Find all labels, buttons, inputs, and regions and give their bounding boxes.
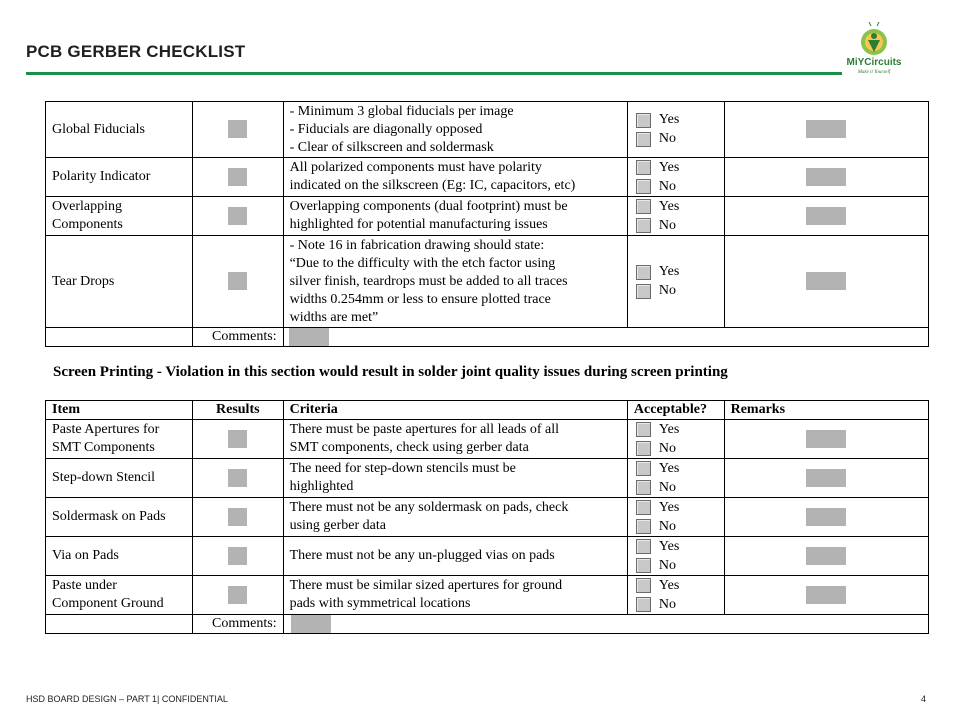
yes-label: Yes — [658, 577, 680, 593]
criteria-line: - Note 16 in fabrication drawing should state: — [289, 237, 545, 253]
table-row — [46, 158, 929, 197]
header-criteria: Criteria — [283, 401, 627, 420]
item-cell: Global Fiducials — [46, 102, 193, 158]
yes-checkbox[interactable] — [636, 500, 651, 515]
yes-label: Yes — [658, 112, 680, 127]
item-line: Paste under — [52, 578, 117, 593]
acceptable-cell — [627, 236, 724, 328]
table-row — [46, 459, 929, 498]
remarks-cell — [724, 197, 928, 236]
result-field[interactable] — [228, 272, 247, 290]
results-cell — [192, 498, 283, 537]
results-cell — [192, 236, 283, 328]
result-field[interactable] — [228, 120, 247, 138]
no-label: No — [658, 178, 677, 194]
remarks-cell — [724, 498, 928, 537]
remarks-field[interactable] — [806, 168, 846, 186]
criteria-line: All polarized components must have polarity — [289, 160, 542, 175]
criteria-line: There must not be any soldermask on pads, check — [289, 500, 569, 515]
criteria-line: - Clear of silkscreen and soldermask — [289, 139, 494, 155]
result-field[interactable] — [228, 469, 247, 487]
remarks-cell — [724, 236, 928, 328]
item-cell — [46, 576, 193, 615]
yes-checkbox[interactable] — [636, 199, 651, 214]
result-field[interactable] — [228, 586, 247, 604]
result-field[interactable] — [228, 207, 247, 225]
acceptable-cell — [627, 576, 724, 615]
table-row — [46, 197, 929, 236]
item-line: Paste Apertures for — [52, 422, 160, 437]
yes-label: Yes — [658, 264, 680, 279]
comments-label: Comments: — [192, 615, 283, 634]
table-row — [46, 236, 929, 328]
comments-cell — [283, 328, 928, 347]
acceptable-cell — [627, 498, 724, 537]
criteria-line: - Minimum 3 global fiducials per image — [289, 103, 514, 119]
results-cell — [192, 102, 283, 158]
yes-checkbox[interactable] — [636, 578, 651, 593]
item-cell: Tear Drops — [46, 236, 193, 328]
page-number: 4 — [921, 694, 927, 704]
comments-cell — [283, 615, 928, 634]
criteria-line: Overlapping components (dual footprint) must be — [289, 199, 568, 214]
header-item: Item — [46, 401, 193, 420]
item-cell: Step-down Stencil — [46, 459, 193, 498]
logo-text: MiYCircuits — [846, 57, 902, 68]
remarks-cell — [724, 537, 928, 576]
empty-cell — [46, 615, 193, 634]
yes-label: Yes — [658, 159, 680, 175]
no-checkbox[interactable] — [636, 519, 651, 534]
no-label: No — [658, 557, 677, 573]
header-remarks: Remarks — [724, 401, 928, 420]
remarks-field[interactable] — [806, 469, 846, 487]
yes-checkbox[interactable] — [636, 461, 651, 476]
remarks-field[interactable] — [806, 430, 846, 448]
result-field[interactable] — [228, 547, 247, 565]
criteria-line: There must be paste apertures for all leads of all — [289, 422, 559, 437]
yes-label: Yes — [658, 198, 680, 214]
results-cell — [192, 459, 283, 498]
results-cell — [192, 197, 283, 236]
yes-checkbox[interactable] — [636, 539, 651, 554]
item-cell: Via on Pads — [46, 537, 193, 576]
results-cell — [192, 537, 283, 576]
comments-field[interactable] — [291, 615, 331, 633]
no-label: No — [658, 518, 677, 534]
acceptable-cell — [627, 102, 724, 158]
item-cell — [46, 420, 193, 459]
yes-label: Yes — [658, 538, 680, 554]
item-line: SMT Components — [52, 440, 155, 455]
item-line: Component Ground — [52, 596, 164, 611]
results-cell — [192, 420, 283, 459]
company-logo — [843, 22, 905, 78]
remarks-field[interactable] — [806, 272, 846, 290]
criteria-cell — [283, 537, 627, 576]
item-cell — [46, 197, 193, 236]
criteria-cell — [283, 158, 627, 197]
yes-checkbox[interactable] — [636, 160, 651, 175]
no-checkbox[interactable] — [636, 179, 651, 194]
acceptable-cell — [627, 459, 724, 498]
table-row — [46, 576, 929, 615]
item-cell: Polarity Indicator — [46, 158, 193, 197]
acceptable-cell — [627, 537, 724, 576]
title-divider — [26, 72, 842, 75]
no-label: No — [658, 596, 677, 612]
criteria-line: The need for step-down stencils must be — [289, 461, 516, 476]
no-checkbox[interactable] — [636, 132, 651, 147]
table-row — [46, 102, 929, 158]
comments-label: Comments: — [192, 328, 283, 347]
remarks-cell — [724, 158, 928, 197]
criteria-line: indicated on the silkscreen (Eg: IC, capacitors, etc) — [289, 178, 576, 193]
remarks-cell — [724, 420, 928, 459]
criteria-line: pads with symmetrical locations — [289, 596, 471, 611]
criteria-line: There must not be any un-plugged vias on pads — [289, 548, 555, 563]
criteria-line: - Fiducials are diagonally opposed — [289, 121, 483, 137]
criteria-line: using gerber data — [289, 518, 387, 533]
logo-figure-icon — [843, 22, 905, 58]
criteria-line: SMT components, check using gerber data — [289, 440, 529, 455]
no-checkbox[interactable] — [636, 218, 651, 233]
logo-tagline: Make it Yourself — [857, 70, 891, 75]
header-acceptable: Acceptable? — [627, 401, 724, 420]
no-checkbox[interactable] — [636, 597, 651, 612]
footer-text: HSD BOARD DESIGN – PART 1| CONFIDENTIAL — [26, 694, 228, 704]
remarks-field[interactable] — [806, 207, 846, 225]
result-field[interactable] — [228, 168, 247, 186]
table-row — [46, 498, 929, 537]
header-results: Results — [192, 401, 283, 420]
page-title: PCB GERBER CHECKLIST — [26, 42, 246, 61]
remarks-cell — [724, 102, 928, 158]
comments-row — [46, 328, 929, 347]
item-cell: Soldermask on Pads — [46, 498, 193, 537]
results-cell — [192, 158, 283, 197]
criteria-cell — [283, 197, 627, 236]
checklist-table-design — [45, 101, 929, 347]
criteria-line: widths are met” — [289, 309, 379, 325]
criteria-line: widths 0.254mm or less to ensure plotted trace — [289, 291, 551, 307]
criteria-line: “Due to the difficulty with the etch factor using — [289, 255, 556, 271]
yes-checkbox[interactable] — [636, 265, 651, 280]
empty-cell — [46, 328, 193, 347]
acceptable-cell — [627, 420, 724, 459]
yes-checkbox[interactable] — [636, 422, 651, 437]
criteria-line: highlighted — [289, 479, 354, 494]
yes-label: Yes — [658, 499, 680, 515]
criteria-cell — [283, 459, 627, 498]
remarks-field[interactable] — [806, 508, 846, 526]
no-label: No — [658, 217, 677, 233]
checklist-table-screen-printing — [45, 400, 929, 634]
no-label: No — [658, 440, 677, 456]
no-checkbox[interactable] — [636, 284, 651, 299]
results-cell — [192, 576, 283, 615]
no-label: No — [658, 479, 677, 495]
remarks-cell — [724, 459, 928, 498]
criteria-line: silver finish, teardrops must be added to all traces — [289, 273, 568, 289]
no-label: No — [658, 283, 677, 298]
criteria-line: There must be similar sized apertures for ground — [289, 578, 563, 593]
criteria-cell — [283, 236, 627, 328]
result-field[interactable] — [228, 430, 247, 448]
criteria-cell — [283, 498, 627, 537]
criteria-line: highlighted for potential manufacturing issues — [289, 217, 548, 232]
table-row — [46, 420, 929, 459]
comments-field[interactable] — [289, 328, 329, 346]
comments-row — [46, 615, 929, 634]
yes-label: Yes — [658, 460, 680, 476]
no-checkbox[interactable] — [636, 480, 651, 495]
remarks-cell — [724, 576, 928, 615]
table-header-row — [46, 401, 929, 420]
table-row — [46, 537, 929, 576]
acceptable-cell — [627, 158, 724, 197]
yes-label: Yes — [658, 421, 680, 437]
section-title: Screen Printing - Violation in this section would result in solder joint quality issues during screen printing — [53, 364, 728, 380]
criteria-cell — [283, 102, 627, 158]
item-line: Components — [52, 217, 123, 232]
remarks-field[interactable] — [806, 120, 846, 138]
remarks-field[interactable] — [806, 586, 846, 604]
yes-checkbox[interactable] — [636, 113, 651, 128]
remarks-field[interactable] — [806, 547, 846, 565]
criteria-cell — [283, 576, 627, 615]
criteria-cell — [283, 420, 627, 459]
no-checkbox[interactable] — [636, 558, 651, 573]
acceptable-cell — [627, 197, 724, 236]
no-checkbox[interactable] — [636, 441, 651, 456]
item-line: Overlapping — [52, 199, 122, 214]
no-label: No — [658, 131, 677, 146]
result-field[interactable] — [228, 508, 247, 526]
